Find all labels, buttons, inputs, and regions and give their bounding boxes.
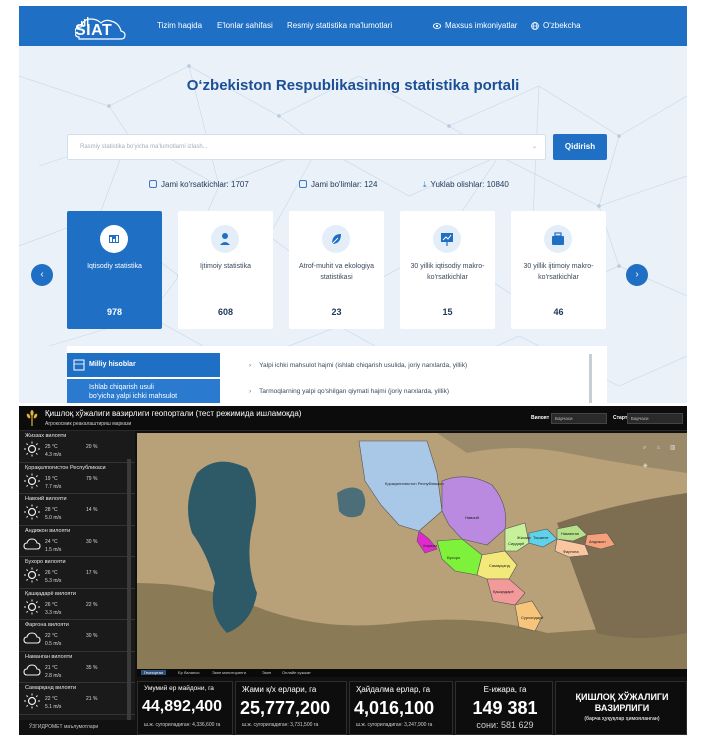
weather-wind: 3.3 m/s	[45, 609, 62, 616]
chevron-right-icon: ›	[249, 388, 252, 395]
sidebar-item-national-accounts[interactable]	[67, 353, 220, 377]
weather-temp: 21 °C	[45, 664, 58, 671]
chevron-down-icon[interactable]: ⌄	[531, 144, 537, 150]
list-item-label: Yalpi ichki mahsulot hajmi (ishlab chiqarish usulida, joriy narxlarda, yillik)	[259, 362, 468, 369]
stat-tile-total-land	[137, 681, 233, 735]
ministry-line2: ВАЗИРЛИГИ	[594, 703, 650, 713]
weather-region: Фарғона вилояти	[25, 622, 69, 628]
indicators-icon	[149, 180, 157, 188]
list-item[interactable]	[249, 362, 467, 369]
card-label: Ijtimoiy statistika	[200, 263, 251, 270]
stat-sections	[299, 180, 377, 189]
category-card-environment[interactable]	[289, 211, 384, 329]
stat-indicators-label: Jami ko'rsatkichlar: 1707	[161, 180, 249, 189]
stat-tile-agri-land	[235, 681, 347, 735]
weather-humidity: 14 %	[86, 507, 98, 513]
language-selector[interactable]	[531, 21, 581, 30]
stat-indicators	[149, 180, 249, 189]
leaf-icon	[322, 225, 350, 253]
weather-region: Андижон вилояти	[25, 527, 71, 534]
weather-item[interactable]	[19, 463, 135, 495]
briefcase-icon	[544, 225, 572, 253]
stat-tile-arable-land	[349, 681, 453, 735]
map-label: Қашқадарё	[493, 589, 514, 594]
chart-icon	[100, 225, 128, 253]
accessibility-label: Maxsus imkoniyatlar	[445, 21, 518, 30]
carousel-prev-button[interactable]: ‹	[31, 264, 53, 286]
weather-region: Наманган вилояти	[25, 653, 73, 660]
sun-icon	[23, 693, 41, 709]
map-toolbar	[643, 436, 687, 472]
tile-sub: ш.ж. суғориладиган: 3,247,900 га	[356, 722, 433, 728]
tab-crop-monitoring[interactable]: Экин мониторинги	[212, 670, 246, 675]
cloud-icon	[23, 630, 41, 646]
weather-scrollbar[interactable]	[127, 459, 131, 735]
card-count: 23	[331, 307, 342, 317]
stat-tile-e-ijara	[455, 681, 553, 735]
weather-humidity: 35 %	[86, 664, 98, 671]
geo-header	[19, 406, 687, 431]
stat-downloads	[423, 180, 509, 190]
download-icon: ⤓	[423, 180, 427, 189]
weather-source: ЎЗГИДРОМЕТ маълумотлари	[19, 720, 135, 735]
logo-text: SIAT	[75, 22, 113, 39]
table-icon	[73, 359, 85, 371]
sidebar-item-production-method[interactable]	[67, 379, 220, 403]
sun-icon	[23, 473, 41, 489]
carousel-next-button[interactable]: ›	[626, 264, 648, 286]
card-count: 15	[442, 307, 453, 317]
start-selector-label: Старт	[613, 415, 628, 421]
card-count: 978	[106, 307, 123, 317]
weather-wind: 7.7 m/s	[45, 483, 62, 490]
tab-online-document[interactable]: Онлайн хужжат	[282, 670, 311, 675]
weather-wind: 0.5 m/s	[45, 641, 62, 647]
tile-sub: ш.ж. суғориладиган: 3,731,500 га	[242, 722, 319, 728]
weather-item[interactable]	[19, 620, 135, 652]
sun-icon	[23, 599, 41, 615]
weather-temp: 22 °C	[45, 696, 58, 702]
start-selector[interactable]: Барчаси	[627, 413, 683, 424]
sun-icon	[23, 441, 41, 457]
weather-wind: 5.0 m/s	[45, 515, 62, 521]
tile-label: Умумий ер майдони, га	[144, 685, 214, 692]
card-label: Atrof-muhit va ekologiya statistikasi	[298, 263, 375, 281]
sidebar-item-label: Ishlab chiqarish usuli	[89, 384, 154, 391]
ministry-tile	[555, 681, 687, 735]
tile-label: Ҳайдалма ерлар, га	[356, 685, 431, 694]
map-label: Андижон	[589, 539, 606, 544]
category-card-economic-macro[interactable]	[400, 211, 495, 329]
people-icon	[211, 225, 239, 253]
weather-humidity: 79 %	[86, 475, 98, 482]
tab-geoportal[interactable]: Геопортал	[141, 670, 166, 675]
siat-logo[interactable]	[75, 13, 127, 41]
columns-icon[interactable]: ▥	[669, 445, 676, 451]
ministry-rights: (барча ҳуқуқлар ҳимояланган)	[584, 716, 660, 722]
accessibility-link[interactable]	[433, 21, 517, 30]
weather-temp: 25 °C	[45, 444, 58, 450]
map-tab-bar	[137, 669, 687, 677]
weather-item[interactable]	[19, 557, 135, 589]
sun-icon	[23, 504, 41, 520]
map-label: Навоий	[465, 515, 479, 520]
page-title: O‘zbekiston Respublikasining statistika portali	[186, 77, 520, 94]
map-label: Наманган	[561, 531, 580, 536]
weather-region: Бухоро вилояти	[25, 559, 66, 565]
cloud-icon	[23, 536, 41, 552]
category-card-social-macro[interactable]	[511, 211, 606, 329]
map-label: Жиззах	[517, 535, 531, 540]
list-scrollbar[interactable]	[589, 354, 592, 403]
stat-sections-label: Jami bo'limlar: 124	[311, 180, 378, 189]
geoportal	[19, 406, 687, 735]
tile-sub: ш.ж. суғориладиган: 4,336,600 га	[144, 722, 221, 728]
eye-icon	[433, 23, 441, 29]
map-label: Сирдарё	[508, 541, 525, 546]
weather-item[interactable]	[19, 589, 135, 621]
card-count: 46	[553, 307, 564, 317]
tile-label: Е-ижара, га	[483, 685, 527, 694]
weather-wind: 4.3 m/s	[45, 452, 62, 458]
map-label: Фарғона	[563, 549, 579, 554]
weather-temp: 28 °C	[45, 507, 58, 513]
map-label: Тошкент	[533, 535, 549, 540]
weather-region: Жиззах вилояти	[25, 433, 67, 439]
card-label: Iqtisodiy statistika	[87, 263, 142, 270]
tile-sub: сони: 581 629	[476, 720, 534, 730]
weather-wind: 5.1 m/s	[45, 704, 62, 710]
card-label: 30 yillik iqtisodiy makro-ko'rsatkichlar	[410, 263, 485, 281]
satellite-map[interactable]	[137, 433, 687, 669]
search-placeholder: Rasmiy statistika bo'yicha ma'lumotlarni izlash...	[80, 144, 208, 150]
top-nav-bar	[19, 6, 687, 46]
weather-item[interactable]	[19, 683, 135, 715]
list-item-label: Tarmoqlarning yalpi qo'shilgan qiymati hajmi (joriy narxlarda, yillik)	[259, 388, 449, 395]
language-label: O'zbekcha	[543, 21, 581, 30]
weather-region: Қорақалпоғистон Республикаси	[25, 464, 106, 471]
list-item[interactable]	[249, 388, 449, 395]
zoom-search-icon[interactable]: ⌕	[643, 445, 647, 451]
weather-item[interactable]	[19, 526, 135, 558]
weather-region: Қашқадарё вилояти	[25, 590, 76, 597]
geo-title: Қишлоқ хўжалиги вазирлиги геопортали (тест режимида ишламоқда)	[45, 409, 302, 418]
weather-temp: 24 °C	[45, 538, 58, 545]
weather-wind: 5.3 m/s	[45, 578, 62, 584]
tile-value: 4,016,100	[354, 698, 435, 718]
weather-humidity: 22 %	[86, 601, 98, 608]
sections-icon	[299, 180, 307, 188]
nav-link-about[interactable]: Tizim haqida	[157, 21, 203, 30]
tile-value: 149 381	[472, 698, 538, 718]
weather-humidity: 30 %	[86, 538, 98, 545]
card-count: 608	[217, 307, 234, 317]
category-card-economic[interactable]	[67, 211, 162, 329]
card-label: 30 yillik ijtimoiy makro-ko'rsatkichlar	[523, 263, 594, 281]
weather-item[interactable]	[19, 494, 135, 526]
weather-temp: 26 °C	[45, 601, 58, 608]
globe-icon	[531, 22, 539, 30]
weather-region: Самарқанд вилояти	[25, 685, 77, 691]
map-label: Самарқанд	[489, 563, 510, 568]
weather-temp: 19 °C	[45, 475, 58, 482]
ministry-line1: ҚИШЛОҚ ХЎЖАЛИГИ	[575, 692, 669, 702]
home-icon[interactable]: ⌂	[656, 445, 661, 451]
weather-humidity: 17 %	[86, 570, 98, 576]
weather-wind: 2.8 m/s	[45, 672, 62, 679]
search-input[interactable]	[67, 134, 546, 160]
map-label: Сурхондарё	[521, 615, 544, 620]
chevron-right-icon: ›	[249, 362, 252, 369]
nav-link-official-stats[interactable]: Resmiy statistika ma'lumotlari	[287, 21, 393, 30]
geo-subtitle: Агрокосмик реакалаштириш маркази	[45, 421, 132, 427]
map-label: Хоразм	[423, 543, 437, 548]
search-button[interactable]: Qidirish	[553, 134, 607, 160]
region-selector-label: Вилоят	[531, 415, 550, 421]
tile-value: 44,892,400	[142, 698, 223, 715]
weather-humidity: 21 %	[86, 696, 98, 702]
weather-wind: 1.5 m/s	[45, 546, 62, 553]
presentation-icon	[433, 225, 461, 253]
weather-item[interactable]	[19, 652, 135, 684]
sun-icon	[23, 567, 41, 583]
weather-sidebar	[19, 431, 135, 735]
wheat-logo-icon	[23, 409, 41, 427]
siat-portal	[19, 6, 687, 403]
sidebar-item-label: bo'yicha yalpi ichki mahsulot	[89, 393, 178, 400]
category-card-social[interactable]	[178, 211, 273, 329]
map-label: Қорақалпоғистон Республикаси	[385, 481, 444, 486]
weather-temp: 22 °C	[45, 633, 58, 639]
sidebar-item-label: Milliy hisoblar	[89, 361, 136, 368]
weather-humidity: 30 %	[86, 633, 98, 639]
nav-link-announcements[interactable]: E'lonlar sahifasi	[217, 21, 273, 30]
weather-item[interactable]	[19, 431, 135, 463]
weather-temp: 26 °C	[45, 570, 58, 576]
layers-icon[interactable]: ◈	[643, 463, 648, 469]
weather-humidity: 20 %	[86, 444, 98, 450]
tab-land-balance[interactable]: Ер баланси	[178, 670, 200, 675]
region-selector[interactable]: Барчаси	[551, 413, 607, 424]
stat-downloads-label: Yuklab olishlar: 10840	[430, 180, 509, 189]
tile-value: 25,777,200	[240, 698, 331, 718]
tab-crop[interactable]: Экин	[262, 670, 272, 675]
tile-label: Жами қ/х ерлари, га	[242, 685, 317, 694]
cloud-icon	[23, 662, 41, 678]
map-label: Бухоро	[447, 555, 461, 560]
weather-region: Навоий вилояти	[25, 496, 67, 502]
